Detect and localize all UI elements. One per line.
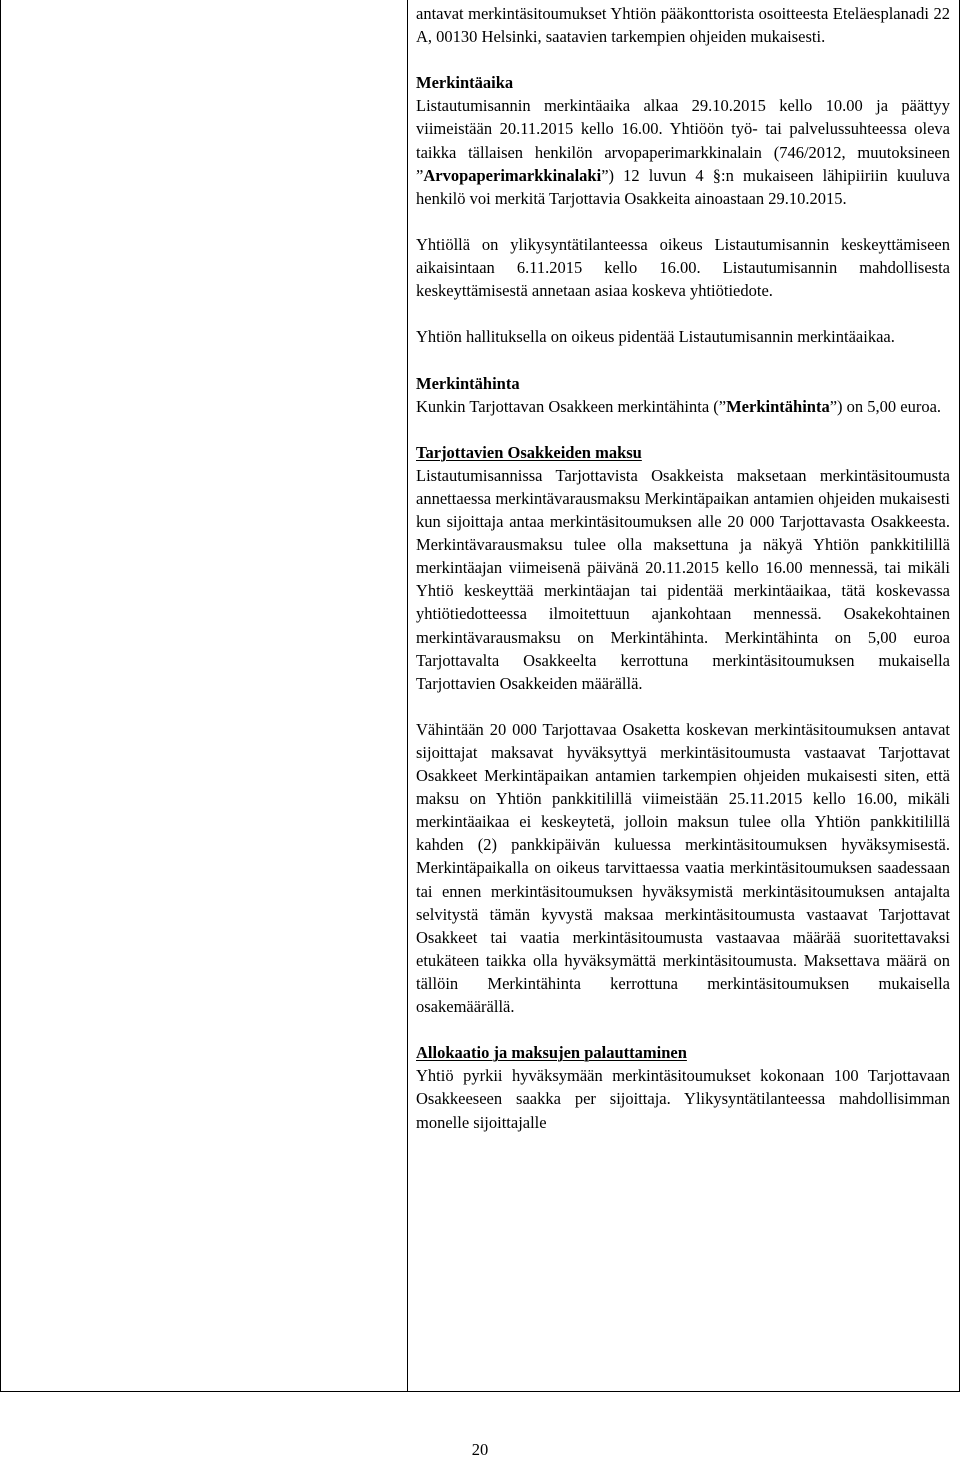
left-column-empty [0, 0, 407, 1392]
allokaatio-paragraph-1: Yhtiö pyrkii hyväksymään merkintäsitoumukset kokonaan 100 Tarjottavaan Osakkeeseen saakka per sijoittaja. Ylikysyntätilanteessa mahdollisimman monelle sijoittajalle [416, 1066, 950, 1132]
merkintaaika-section [416, 71, 950, 210]
maksu-section [416, 441, 950, 695]
maksu-paragraph-2: Vähintään 20 000 Tarjottavaa Osaketta koskevan merkintäsitoumuksen antavat sijoittajat maksavat hyväksyttyä merkintäsitoumusta vastaavat Tarjottavat Osakkeet Merkintäpaikan antamien tarkempien ohjeiden mukaisesti siten, että maksu on Yhtiön pankkitilillä viimeistään 25.11.2015 kello 16.00, mikäli merkintäaikaa ei keskeytetä, jolloin maksun tulee olla Yhtiön pankkitilillä kahden (2) pankkipäivän kuluessa merkintäsitoumuksen hyväksymisestä. Merkintäpaikalla on oikeus tarvittaessa vaatia merkintäsitoumuksen saadessaan tai ennen merkintäsitoumuksen hyväksymistä merkintäsitoumuksen antajalta selvitystä tämän kyvystä maksaa merkintäsitoumusta vastaavat Tarjottavat Osakkeet tai vaatia merkintäsitoumusta vastaavaa määrää suoritettavaksi etukäteen taikka olla hyväksymättä merkintäsitoumusta. Maksettava määrä on tällöin Merkintähinta kerrottuna merkintäsitoumuksen mukaisella osakemäärällä. [416, 719, 950, 1017]
keskeyttaminen-paragraph: Yhtiöllä on ylikysyntätilanteessa oikeus Listautumisannin keskeyttämiseen aikaisintaan 6.11.2015 kello 16.00. Listautumisannin mahdollisesta keskeyttämisestä annetaan asiaa koskeva yhtiötiedote. [416, 234, 950, 301]
pidentaminen-paragraph: Yhtiön hallituksella on oikeus pidentää Listautumisannin merkintäaikaa. [416, 327, 895, 347]
allokaatio-section [416, 1041, 950, 1133]
merkintaaika-body-before: Listautumisannin merkintäaika alkaa 29.10.2015 kello 10.00 ja päättyy viimeistään 20.11.2015 kello 16.00. Yhtiöön työ- tai palvelussuhteessa oleva taikka tällaisen henkilön arvopaperimarkkinalain (746/2012, muutoksineen ” [416, 96, 950, 185]
merkintahinta-body-after: ”) on 5,00 euroa. [829, 396, 942, 416]
maksu-paragraph-1: Listautumisannissa Tarjottavista Osakkeista maksetaan merkintäsitoumusta annettaessa merkintävarausmaksu Merkintäpaikan antamien ohjeiden mukaisesti kun sijoittaja antaa merkintäsitoumuksen alle 20 000 Tarjottavasta Osakkeesta. Merkintävarausmaksu tulee olla maksettuna ja näkyä Yhtiön pankkitilillä merkintäajan viimeisenä päivänä 20.11.2015 kello 16.00 mennessä, tai mikäli Yhtiö keskeyttää merkintäajan tai pidentää merkintäaikaa, tätä koskevassa yhtiötiedotteessa ilmoitettuun ajankohtaan mennessä. Osakekohtainen merkintävarausmaksu on Merkintähinta. Merkintähinta on 5,00 euroa Tarjottavalta Osakkeelta kerrottuna merkintäsitoumuksen mukaisella Tarjottavien Osakkeiden määrällä. [416, 465, 950, 693]
merkintaaika-heading: Merkintäaika [416, 73, 514, 93]
merkintahinta-term: Merkintähinta [726, 396, 830, 416]
maksu-heading: Tarjottavien Osakkeiden maksu [416, 442, 642, 462]
merkintahinta-heading: Merkintähinta [416, 373, 520, 393]
merkintaaika-body-after: ”) 12 luvun 4 §:n mukaiseen lähipiiriin kuuluva henkilö voi merkitä Tarjottavia Osakkeita ainoastaan 29.10.2015. [416, 165, 950, 208]
merkintahinta-section [416, 372, 950, 418]
allokaatio-heading: Allokaatio ja maksujen palauttaminen [416, 1043, 687, 1063]
intro-paragraph: antavat merkintäsitoumukset Yhtiön pääkonttorista osoitteesta Eteläesplanadi 22 A, 00130 Helsinki, saatavien tarkempien ohjeiden mukaisesti. [416, 4, 950, 47]
table-border-bottom [0, 1391, 960, 1392]
page-number: 20 [471, 1440, 489, 1459]
table-border-left [0, 0, 1, 1392]
merkintaaika-term: Arvopaperimarkkinalaki [423, 165, 602, 185]
content-cell [416, 2, 950, 1134]
merkintahinta-body-before: Kunkin Tarjottavan Osakkeen merkintähinta (” [416, 396, 727, 416]
table-column-divider [407, 0, 408, 1392]
